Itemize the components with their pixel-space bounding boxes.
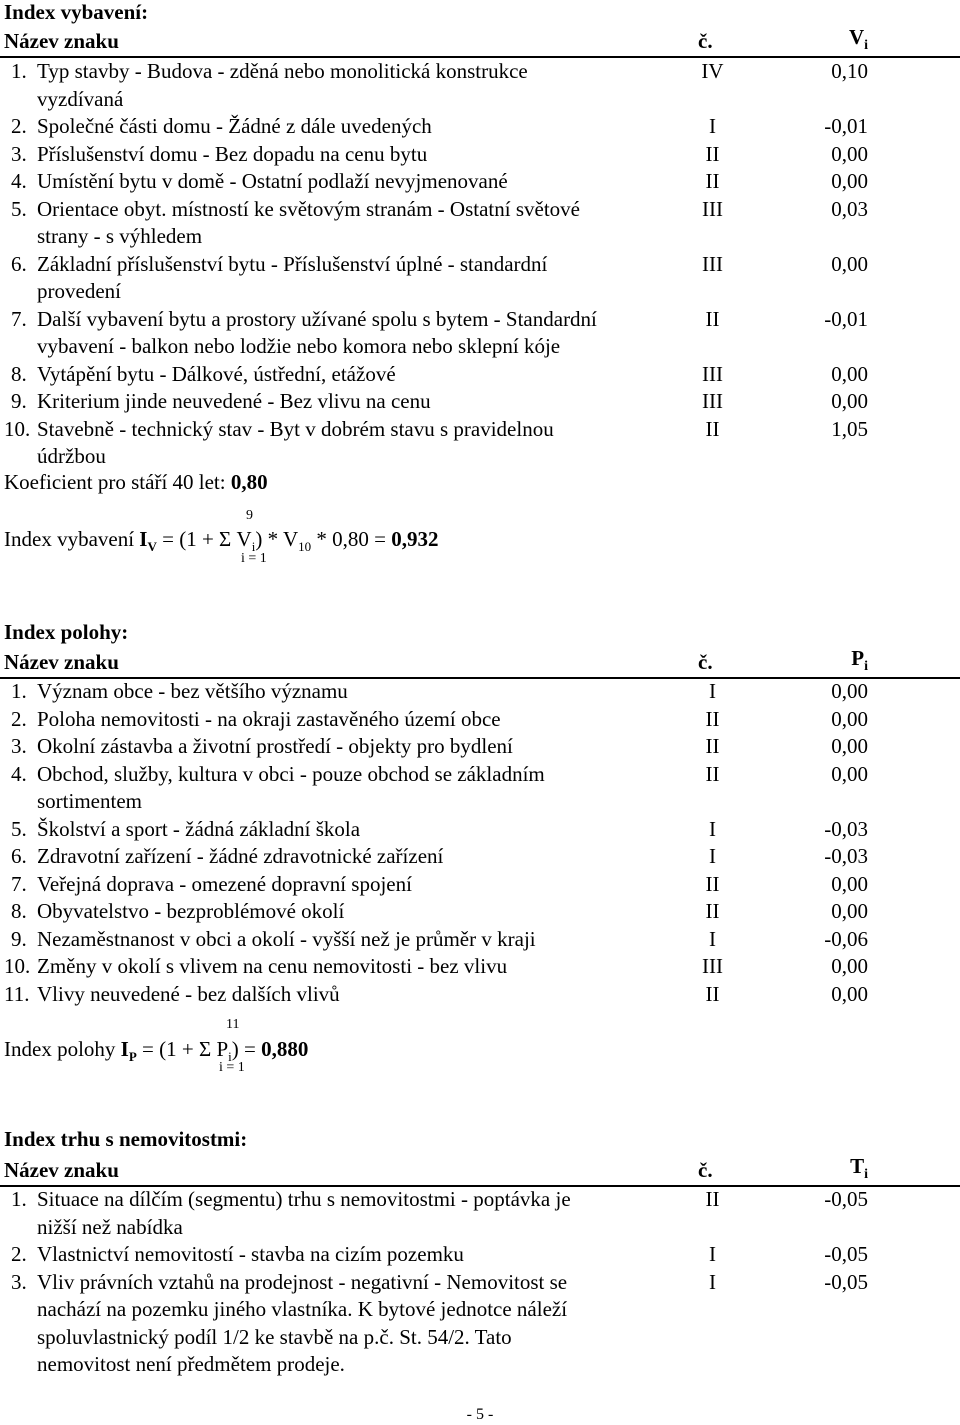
- row-class: II: [705, 306, 720, 331]
- table-row: [0, 251, 960, 306]
- row-description-line: Obchod, služby, kultura v obci - pouze obchod se základním: [37, 761, 545, 786]
- row-number: 1.: [11, 679, 27, 703]
- row-description-line: Okolní zástavba a životní prostředí - objekty pro bydlení: [37, 734, 513, 758]
- row-description: [37, 361, 697, 389]
- row-description-line: Orientace obyt. místností ke světovým stranám - Ostatní světové: [37, 196, 580, 221]
- row-description: [37, 1241, 697, 1269]
- row-value: 0,00: [831, 679, 868, 703]
- table-row: [0, 306, 960, 361]
- table-row: [0, 761, 960, 816]
- row-description-line: Vliv právních vztahů na prodejnost - negativní - Nemovitost se: [37, 1269, 568, 1294]
- row-class: II: [705, 899, 720, 923]
- formula-polohy: Index polohy $I_P = (1 + \Sigma$ $P_i) = 0,880$: [4, 1037, 309, 1065]
- row-class: I: [709, 1269, 716, 1294]
- row-description: [37, 981, 697, 1009]
- row-number: 1.: [11, 1187, 27, 1211]
- row-description-line: strany - s výhledem: [37, 224, 203, 248]
- row-description: [37, 306, 697, 361]
- row-description-line: vybavení - balkon nebo lodžie nebo komora nebo sklepní kóje: [37, 334, 561, 358]
- table-row: [0, 981, 960, 1009]
- row-number: 10.: [4, 954, 31, 978]
- row-description-line: Změny v okolí s vlivem na cenu nemovitosti - bez vlivu: [37, 954, 508, 978]
- table-row: [0, 58, 960, 113]
- row-class: III: [702, 251, 723, 276]
- table-row: [0, 1241, 960, 1269]
- row-value: 1,05: [831, 416, 868, 441]
- table-row: [0, 141, 960, 169]
- row-description-line: Vlivy neuvedené - bez dalších vlivů: [37, 981, 340, 1006]
- table-row: [0, 1269, 960, 1379]
- header-name: Název znaku: [4, 29, 119, 53]
- page-number: - 5 -: [466, 1406, 494, 1423]
- section-title-vybaveni: Index vybavení:: [4, 0, 149, 24]
- table-row: [0, 898, 960, 926]
- row-value: 0,00: [831, 734, 868, 758]
- row-description-line: údržbou: [37, 444, 106, 468]
- row-number: 6.: [11, 844, 27, 868]
- row-description: [37, 761, 697, 816]
- row-description-line: provedení: [37, 279, 121, 303]
- row-value: -0,06: [824, 926, 868, 951]
- header-name: Název znaku: [4, 650, 119, 674]
- row-value: 0,00: [831, 899, 868, 923]
- table-row: [0, 416, 960, 471]
- row-class: II: [705, 981, 720, 1006]
- header-value: $V_i$: [848, 24, 868, 53]
- formula-vybaveni: Index vybavení $I_V = (1 + \Sigma$ $V_i) * V_{10} * 0,80 = 0,932$: [4, 527, 439, 555]
- row-description-line: Zdravotní zařízení - žádné zdravotnické zařízení: [37, 844, 444, 868]
- row-description-line: sortimentem: [37, 789, 142, 813]
- row-value: -0,01: [824, 306, 868, 331]
- header-class: č.: [698, 650, 713, 674]
- age-coefficient: Koeficient pro stáří 40 let: 0,80: [4, 470, 268, 494]
- row-description: [37, 58, 697, 113]
- row-description: [37, 141, 697, 169]
- row-number: 2.: [11, 706, 27, 731]
- row-description-line: vyzdívaná: [37, 86, 124, 111]
- row-description: [37, 196, 697, 251]
- sum-upper-limit: 11: [226, 1017, 240, 1032]
- table-row: [0, 113, 960, 141]
- row-description-line: Školství a sport - žádná základní škola: [37, 816, 361, 841]
- table-row: [0, 678, 960, 706]
- row-description-line: Vytápění bytu - Dálkové, ústřední, etážové: [37, 361, 396, 386]
- row-description: [37, 733, 697, 761]
- table-row: [0, 168, 960, 196]
- row-number: 3.: [11, 141, 27, 166]
- row-number: 5.: [11, 816, 27, 841]
- header-value: $P_i$: [851, 645, 868, 674]
- row-class: I: [709, 926, 716, 951]
- row-value: 0,00: [831, 251, 868, 276]
- row-number: 7.: [11, 871, 27, 896]
- row-description: [37, 871, 697, 899]
- sum-lower-limit: i = 1: [219, 1060, 245, 1075]
- row-description-line: nachází na pozemku jiného vlastníka. K bytové jednotce náleží: [37, 1297, 568, 1321]
- table-row: [0, 816, 960, 844]
- row-description-line: spoluvlastnický podíl 1/2 ke stavbě na p.č. St. 54/2. Tato: [37, 1324, 512, 1349]
- row-description: [37, 1186, 697, 1241]
- row-description-line: Vlastnictví nemovitostí - stavba na cizím pozemku: [37, 1242, 464, 1266]
- row-class: I: [709, 816, 716, 841]
- row-class: IV: [701, 59, 724, 83]
- row-value: -0,01: [824, 114, 868, 138]
- table-row: [0, 843, 960, 871]
- row-description-line: Kriterium jinde neuvedené - Bez vlivu na cenu: [37, 389, 431, 413]
- row-description: [37, 388, 697, 416]
- table-row: [0, 953, 960, 981]
- row-value: -0,03: [824, 844, 868, 868]
- row-description: [37, 678, 697, 706]
- row-value: 0,00: [831, 871, 868, 896]
- row-number: 8.: [11, 361, 27, 386]
- row-value: 0,00: [831, 706, 868, 731]
- row-number: 2.: [11, 114, 27, 138]
- row-number: 5.: [11, 196, 27, 221]
- row-description: [37, 898, 697, 926]
- row-number: 7.: [11, 306, 27, 331]
- table-header-vybaveni: [0, 26, 960, 58]
- row-value: 0,00: [831, 954, 868, 978]
- section-title-polohy: Index polohy:: [4, 620, 129, 644]
- row-number: 1.: [11, 59, 27, 83]
- row-class: II: [705, 416, 720, 441]
- row-class: II: [705, 141, 720, 166]
- row-number: 9.: [11, 389, 27, 413]
- row-description-line: Umístění bytu v domě - Ostatní podlaží nevyjmenované: [37, 169, 508, 193]
- section-title-trhu: Index trhu s nemovitostmi:: [4, 1127, 248, 1151]
- table-row: [0, 1186, 960, 1241]
- row-class: II: [705, 761, 720, 786]
- row-number: 10.: [4, 416, 31, 441]
- row-class: III: [702, 954, 723, 978]
- row-value: -0,05: [824, 1242, 868, 1266]
- row-description-line: nemovitost není předmětem prodeje.: [37, 1352, 345, 1376]
- row-description-line: Význam obce - bez většího významu: [37, 679, 348, 703]
- row-description: [37, 843, 697, 871]
- row-description-line: nižší než nabídka: [37, 1214, 183, 1239]
- row-description: [37, 706, 697, 734]
- row-description-line: Další vybavení bytu a prostory užívané spolu s bytem - Standardní: [37, 306, 597, 331]
- row-number: 2.: [11, 1242, 27, 1266]
- row-description-line: Situace na dílčím (segmentu) trhu s nemovitostmi - poptávka je: [37, 1187, 571, 1211]
- row-description-line: Společné části domu - Žádné z dále uvedených: [37, 114, 432, 138]
- row-description-line: Základní příslušenství bytu - Příslušenství úplné - standardní: [37, 251, 548, 276]
- table-row: [0, 196, 960, 251]
- sum-upper-limit: 9: [246, 508, 253, 523]
- table-row: [0, 926, 960, 954]
- table-row: [0, 706, 960, 734]
- row-class: II: [705, 871, 720, 896]
- row-class: I: [709, 114, 716, 138]
- row-value: 0,00: [831, 761, 868, 786]
- header-name: Název znaku: [4, 1158, 119, 1182]
- row-value: 0,00: [831, 389, 868, 413]
- table-header-polohy: [0, 647, 960, 679]
- row-description: [37, 816, 697, 844]
- header-class: č.: [698, 1158, 713, 1182]
- row-value: -0,05: [824, 1187, 868, 1211]
- row-value: 0,00: [831, 981, 868, 1006]
- sum-lower-limit: i = 1: [241, 551, 267, 566]
- row-description: [37, 416, 697, 471]
- row-class: II: [705, 734, 720, 758]
- row-number: 11.: [4, 981, 30, 1006]
- row-class: II: [705, 169, 720, 193]
- table-row: [0, 388, 960, 416]
- row-number: 3.: [11, 1269, 27, 1294]
- row-class: III: [702, 389, 723, 413]
- row-class: I: [709, 1242, 716, 1266]
- row-description: [37, 251, 697, 306]
- header-class: č.: [698, 29, 713, 53]
- row-value: 0,00: [831, 141, 868, 166]
- row-description: [37, 953, 697, 981]
- row-number: 9.: [11, 926, 27, 951]
- header-value: $T_i$: [850, 1153, 868, 1182]
- row-description: [37, 168, 697, 196]
- row-description-line: Stavebně - technický stav - Byt v dobrém stavu s pravidelnou: [37, 416, 554, 441]
- row-description-line: Poloha nemovitosti - na okraji zastavěného území obce: [37, 706, 501, 731]
- table-header-trhu: [0, 1155, 960, 1187]
- row-description-line: Obyvatelstvo - bezproblémové okolí: [37, 899, 345, 923]
- row-description-line: Veřejná doprava - omezené dopravní spojení: [37, 871, 412, 896]
- row-value: 0,00: [831, 361, 868, 386]
- row-value: 0,03: [831, 196, 868, 221]
- row-value: -0,05: [824, 1269, 868, 1294]
- row-class: I: [709, 679, 716, 703]
- row-number: 8.: [11, 899, 27, 923]
- row-value: -0,03: [824, 816, 868, 841]
- row-class: II: [705, 706, 720, 731]
- row-class: II: [705, 1187, 720, 1211]
- row-class: III: [702, 361, 723, 386]
- row-number: 4.: [11, 169, 27, 193]
- row-description-line: Typ stavby - Budova - zděná nebo monolitická konstrukce: [37, 59, 528, 83]
- row-value: 0,10: [831, 59, 868, 83]
- row-description-line: Příslušenství domu - Bez dopadu na cenu bytu: [37, 141, 428, 166]
- table-row: [0, 733, 960, 761]
- row-description: [37, 1269, 697, 1379]
- row-class: III: [702, 196, 723, 221]
- table-row: [0, 361, 960, 389]
- row-number: 6.: [11, 251, 27, 276]
- row-description: [37, 113, 697, 141]
- row-value: 0,00: [831, 169, 868, 193]
- row-description: [37, 926, 697, 954]
- row-class: I: [709, 844, 716, 868]
- row-description-line: Nezaměstnanost v obci a okolí - vyšší než je průměr v kraji: [37, 926, 536, 951]
- row-number: 3.: [11, 734, 27, 758]
- row-number: 4.: [11, 761, 27, 786]
- table-row: [0, 871, 960, 899]
